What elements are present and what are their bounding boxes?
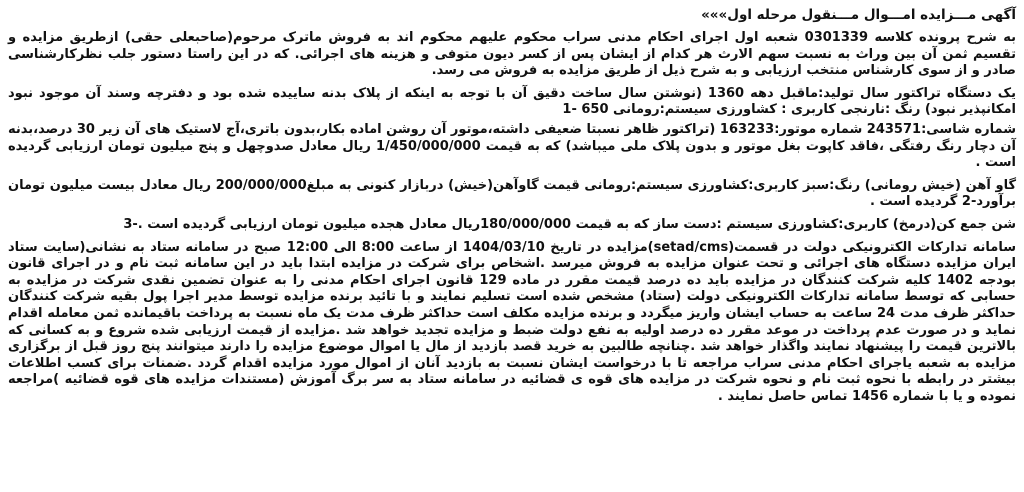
item-2-description: گاو آهن (خیش رومانی) رنگ:سبز کاربری:کشاورزی سیستم:رومانی قیمت گاوآهن(خیش) دربازار کنونی به مبلغ200/000/000 ریال معادل بیست میلیون تومان برآورد-2 گردیده است . bbox=[8, 177, 1017, 210]
item-1-details: شماره شاسی:243571 شماره موتور:163233 (تراکتور ظاهر نسبتا ضعیفی داشته،موتور آن روشن اماده بکار،بدون باتری،آج لاستیک های آن زیر 30 درصد،بدنه آن دچار رنگ رفتگی ،فاقد کاپوت بغل موتور و بدون پلاک ملی میباشد) که به قیمت 1/450/000/000 ریال معادل صدوچهل و پنج میلیون تومان ارزیابی گردیده است . bbox=[8, 121, 1016, 171]
notice-title: آگهی مـــزایده امـــوال مـــنقول مرحله اول»»» bbox=[701, 7, 1016, 23]
intro-paragraph: به شرح پرونده کلاسه 0301339 شعبه اول اجرای احکام مدنی سراب محکوم علیهم محکوم اند به فروش ماترک مرحوم(صاحبعلی حقی) ازطریق مزایده و تقسیم ثمن آن بین وراث به نسبت سهم الارث هر کدام از ایشان پس از کسر دیون متوفی و هزینه های اجرائی. که در این راستا دستور جلب نظرکارشناسی صادر و از سوی کارشناس منتخب ارزیابی و به شرح ذیل از طریق مزایده به فروش می رسد. bbox=[8, 30, 1016, 79]
auction-procedure-paragraph: سامانه تدارکات الکترونیکی دولت در قسمت(setad/cms)مزایده در تاریخ 1404/03/10 از ساعت 8:00 الی 12:00 صبح در سامانه ستاد به نشانی(سایت ستاد ایران مزایده دستگاه های اجرائی و تحت عنوان مزایده به فروش میرسد .اشخاص برای شرکت در مزایده ابتدا باید در این سامانه ثبت نام و در اجرای قانون بودجه 1402 کلیه شرکت کنندگان در مزایده باید ده درصد قیمت مقرر در ماده 129 قانون اجرای احکام مدنی را به عنوان تضمین نقدی شرکت در مزایده به حسابی که توسط سامانه تدارکات الکترونیکی دولت (ستاد) مشخص شده است تسلیم نمایند و با تائید برنده مزایده توسط مدیر اجرا پول بقیه شرکت کنندگان حداکثر ظرف مدت 24 ساعت به حساب ایشان واریز میگردد و برنده مزایده مکلف است حداکثر ظرف مدت یک ماه نسبت به پرداخت باقیمانده ثمن معامله اقدام نماید و در صورت عدم پرداخت در موعد مقرر ده درصد اولیه به نفع دولت ضبط و مزایده تجدید خواهد شد .مزایده از قیمت ارزیابی شده شروع و به کسانی که بالاترین قیمت را پیشنهاد نمایند واگذار خواهد شد .چنانچه طالبین به خرید قصد بازدید از مال یا اموال موضوع مزایده را دارند میتوانند پنج روز قبل از برگزاری مزایده به شعبه یاجرای احکام مدنی سراب مراجعه تا با درخواست ایشان نسبت به بازدید آنان از اموال مورد مزایده اقدام گردد .ضمنات برای کسب اطلاعات بیشتر در رابطه با نحوه ثبت نام و نحوه شرکت در مزایده های قوه ی قضائیه در سامانه ستاد به سر برگ آموزش (مستندات مزایده های قوه قضائیه )مراجعه نموده و یا با شماره 1456 تماس حاصل نمایند . bbox=[8, 239, 1017, 404]
item-1-description: یک دستگاه تراکتور سال تولید:ماقبل دهه 1360 (نوشتن سال ساخت دقیق آن با توجه به اینکه از پلاک بدنه ساییده شده بود و دفترچه وسند آن موجود نبود امکانپذیر نبود) رنگ :نارنجی کاربری : کشاورزی سیستم:رومانی 650 -1 bbox=[8, 85, 1016, 118]
item-3-description: شن جمع کن(درمخ) کاربری:کشاورزی سیستم :دست ساز که به قیمت 180/000/000ریال معادل هجده میلیون تومان ارزیابی گردیده است .-3 bbox=[123, 216, 1016, 232]
